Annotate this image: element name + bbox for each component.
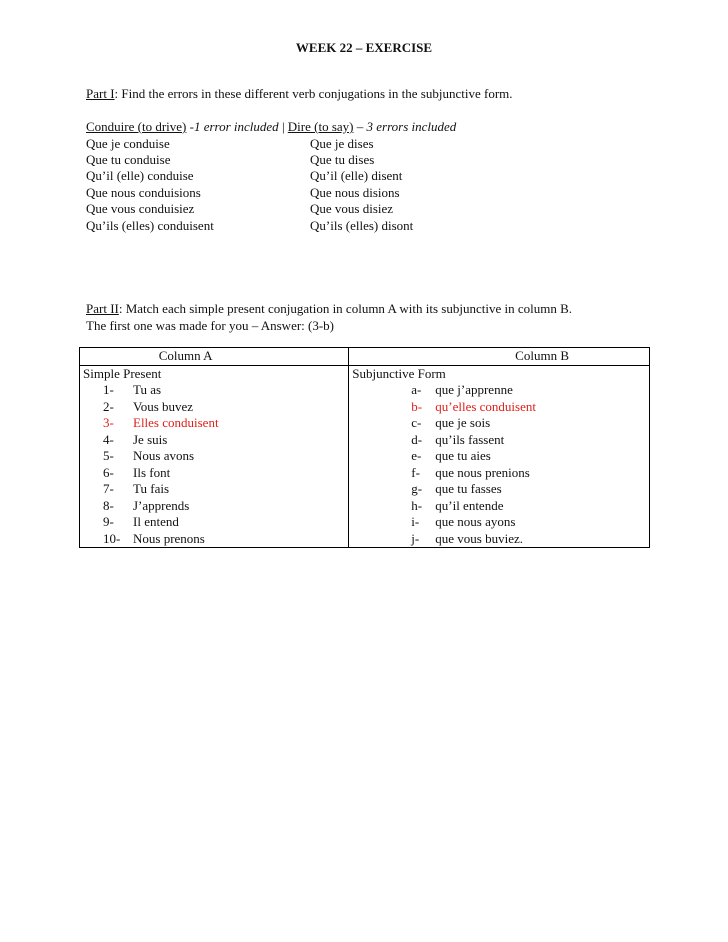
- item-text: Nous avons: [133, 448, 195, 463]
- item-number: 5-: [103, 448, 114, 463]
- list-item: [83, 498, 345, 515]
- list-item: [352, 498, 646, 515]
- list-item: [352, 415, 646, 432]
- item-text: que nous prenions: [435, 464, 530, 480]
- column-a-list: [83, 382, 345, 547]
- item-number: 3-: [103, 415, 114, 430]
- table-body-row: [80, 365, 650, 548]
- item-number: 1-: [103, 382, 114, 397]
- dire-line: Qu’il (elle) disent: [310, 168, 403, 183]
- dire-line: Que nous disions: [310, 185, 400, 200]
- item-text: que j’apprenne: [435, 382, 513, 397]
- item-text: Ils font: [133, 464, 171, 480]
- item-text: qu’elles conduisent: [435, 398, 536, 414]
- item-letter: i-: [411, 514, 420, 529]
- part2-instruction-line2: The first one was made for you – Answer: (3-b): [86, 318, 335, 333]
- conduire-line: Que vous conduisiez: [86, 201, 195, 216]
- item-text: que vous buviez.: [435, 530, 523, 546]
- list-item: [83, 514, 345, 531]
- part1-verb-headings: [86, 119, 456, 135]
- part1-label: Part I: [86, 86, 115, 101]
- item-number: 4-: [103, 431, 114, 447]
- verb1-note: -1 error included: [186, 119, 279, 134]
- part2-instruction-text: : Match each simple present conjugation in column A with its subjunctive in column B.: [118, 301, 572, 316]
- item-number: 9-: [103, 514, 114, 529]
- list-item: [83, 531, 345, 548]
- item-letter: f-: [411, 464, 420, 480]
- list-item: [352, 382, 646, 399]
- item-text: qu’ils fassent: [435, 431, 505, 447]
- dire-line: Que tu dises: [310, 152, 375, 167]
- item-text: que nous ayons: [435, 514, 516, 529]
- item-text: J’apprends: [133, 497, 190, 513]
- item-number: 10-: [103, 530, 121, 546]
- list-item: [352, 465, 646, 482]
- column-a-subheader: Simple Present: [83, 365, 162, 381]
- item-text: Vous buvez: [133, 398, 194, 414]
- list-item-highlighted: [83, 415, 345, 432]
- item-text: qu’il entende: [435, 497, 504, 513]
- item-text: que tu fasses: [435, 481, 502, 496]
- conduire-line: Qu’ils (elles) conduisent: [86, 218, 214, 233]
- part1-instruction-text: : Find the errors in these different verb conjugations in the subjunctive form.: [114, 86, 513, 101]
- conduire-line: Qu’il (elle) conduise: [86, 168, 194, 183]
- item-text: Tu as: [133, 382, 162, 397]
- item-text: Elles conduisent: [133, 415, 219, 430]
- item-letter: d-: [411, 431, 423, 447]
- item-letter: e-: [411, 448, 422, 463]
- column-a-cell: [80, 365, 349, 548]
- list-item: [83, 432, 345, 449]
- item-text: Il entend: [133, 514, 179, 529]
- list-item-highlighted: [352, 399, 646, 416]
- column-b-cell: [349, 365, 650, 548]
- item-number: 2-: [103, 398, 114, 414]
- column-a-header: Column A: [80, 348, 349, 366]
- list-item: [352, 531, 646, 548]
- item-letter: g-: [411, 481, 423, 496]
- conduire-line: Que nous conduisions: [86, 185, 201, 200]
- item-text: Tu fais: [133, 481, 170, 496]
- column-b-list: [352, 382, 646, 547]
- list-item: [83, 465, 345, 482]
- dire-line: Qu’ils (elles) disont: [310, 218, 414, 233]
- verb2-label: Dire (to say): [287, 119, 354, 134]
- verb1-label: Conduire (to drive): [86, 119, 187, 134]
- item-text: Nous prenons: [133, 530, 205, 546]
- conduire-line: Que tu conduise: [86, 152, 171, 167]
- list-item: [83, 382, 345, 399]
- list-item: [352, 432, 646, 449]
- list-item: [83, 481, 345, 498]
- verb-separator: |: [278, 119, 288, 134]
- list-item: [83, 448, 345, 465]
- table-header-row: [80, 348, 650, 366]
- item-letter: b-: [411, 398, 423, 414]
- part2-label: Part II: [86, 301, 119, 316]
- verb2-note: – 3 errors included: [353, 119, 457, 134]
- item-letter: h-: [411, 497, 423, 513]
- list-item: [352, 481, 646, 498]
- item-letter: a-: [411, 382, 422, 397]
- item-number: 7-: [103, 481, 114, 496]
- item-letter: c-: [411, 415, 422, 430]
- item-number: 8-: [103, 497, 114, 513]
- item-text: que tu aies: [435, 448, 491, 463]
- list-item: [83, 399, 345, 416]
- item-letter: j-: [411, 530, 420, 546]
- list-item: [352, 448, 646, 465]
- part1-instruction: [86, 86, 513, 102]
- column-b-subheader: Subjunctive Form: [352, 365, 446, 381]
- conduire-line: Que je conduise: [86, 136, 170, 151]
- list-item: [352, 514, 646, 531]
- dire-line: Que vous disiez: [310, 201, 394, 216]
- matching-table: [79, 347, 650, 548]
- item-text: que je sois: [435, 415, 491, 430]
- dire-line: Que je dises: [310, 136, 374, 151]
- column-b-header: Column B: [349, 348, 650, 366]
- part2-instruction: [86, 301, 572, 317]
- item-text: Je suis: [133, 431, 168, 447]
- page-title: WEEK 22 – EXERCISE: [295, 40, 433, 55]
- item-number: 6-: [103, 464, 114, 480]
